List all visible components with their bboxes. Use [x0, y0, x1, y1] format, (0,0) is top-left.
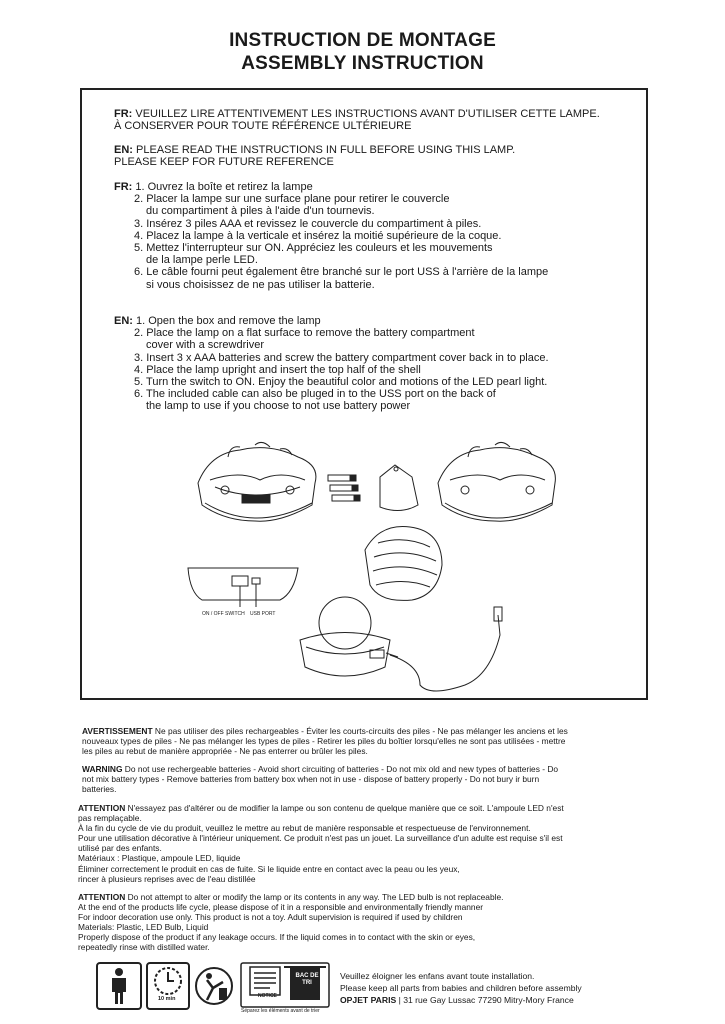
- brand-name: OPJET PARIS: [340, 995, 397, 1005]
- attention-fr: [78, 803, 564, 884]
- footer-line: Veuillez éloigner les enfans avant toute installation.: [340, 971, 535, 981]
- battery-cover-illustration: [380, 465, 418, 511]
- step-line: de la lampe perle LED.: [146, 254, 258, 267]
- intro-fr: [114, 108, 600, 132]
- attention-line: Do not attempt to alter or modify the lamp or its contents in any way. The LED bulb is not replaceable.: [125, 892, 504, 902]
- aaa-batteries-illustration: [328, 475, 360, 501]
- bin-label: BAC DE TRI: [295, 973, 319, 986]
- steps-fr: [114, 181, 548, 291]
- attention-line: rincer à plusieurs reprises avec de l'eau distillée: [78, 873, 256, 884]
- attention-line: utilisé par des enfants.: [78, 843, 162, 854]
- assembly-illustrations: [180, 435, 560, 700]
- step-line: the lamp to use if you choose to not use battery power: [146, 400, 411, 413]
- footer: [340, 970, 582, 1006]
- step-line: 5. Mettez l'interrupteur sur ON. Appréciez les couleurs et les mouvements: [134, 242, 493, 255]
- attention-line: Pour une utilisation décorative à l'intérieur uniquement. Ce produit n'est pas un jouet. La surveillance d'un adulte est requise s'il est: [78, 833, 563, 844]
- title-fr: INSTRUCTION DE MONTAGE: [229, 30, 496, 51]
- step-line: 1. Open the box and remove the lamp: [132, 315, 321, 327]
- attention-line: Matériaux : Plastique, ampoule LED, liquide: [78, 853, 241, 864]
- warning-line: not mix battery types - Remove batteries from battery box when not in use - dispose of battery properly - Do not bury ir burn: [82, 774, 540, 785]
- attention-line: At the end of the products life cycle, please dispose of it in a responsible and environmentally friendly manner: [78, 902, 484, 913]
- step-line: du compartiment à piles à l'aide d'un tournevis.: [146, 205, 375, 218]
- warning-line: nouveaux types de piles - Ne pas mélanger les types de piles - Retirer les piles du boîtier lorsqu'elles ne sont pas utilisées - mettre: [82, 736, 566, 747]
- brand-address: | 31 rue Gay Lussac 77290 Mitry-Mory France: [396, 995, 574, 1005]
- lang-tag: EN:: [114, 315, 133, 327]
- usb-cable-illustration: [386, 607, 502, 691]
- usb-label: USB PORT: [250, 611, 276, 617]
- adult-supervision-icon: [96, 962, 142, 1010]
- shell-top-illustration: [365, 526, 442, 600]
- notice-label: NOTICE: [258, 993, 277, 999]
- warning-line: Ne pas utiliser des piles rechargeables - Éviter les courts-circuits des piles - Ne pas mélanger les anciens et les: [152, 726, 568, 736]
- lang-tag: FR:: [114, 181, 133, 193]
- shell-base-open-illustration: [198, 442, 316, 521]
- step-line: 3. Insert 3 x AAA batteries and screw the battery compartment cover back in to place.: [134, 351, 549, 364]
- steps-en: [114, 315, 549, 413]
- attention-line: Materials: Plastic, LED Bulb, Liquid: [78, 922, 209, 933]
- attention-tag: ATTENTION: [78, 892, 126, 902]
- attention-line: À la fin du cycle de vie du produit, veuillez le mettre au rebut de manière responsable et respectueuse de l'environnement.: [78, 823, 531, 834]
- switch-label: ON / OFF SWITCH: [202, 611, 245, 617]
- step-line: si vous choisissez de ne pas utiliser la batterie.: [146, 278, 375, 291]
- intro-en-line: PLEASE READ THE INSTRUCTIONS IN FULL BEFORE USING THIS LAMP.: [132, 144, 516, 156]
- title-en: ASSEMBLY INSTRUCTION: [241, 53, 484, 74]
- warning-line: batteries.: [82, 784, 117, 795]
- shell-base-closed-illustration: [438, 442, 555, 521]
- attention-line: Properly dispose of the product if any leakage occurs. If the liquid comes in to contact with the skin or eyes,: [78, 932, 476, 943]
- triman-caption: Séparez les éléments avant de trier: [241, 1008, 320, 1014]
- warning-line: Do not use rechergeable batteries - Avoid short circuiting of batteries - Do not mix old and new types of batteries - Do: [122, 764, 559, 774]
- step-line: 6. The included cable can also be pluged in to the USS port on the back of: [134, 388, 496, 401]
- timer-label: 10 min: [158, 996, 176, 1002]
- base-side-view-illustration: [188, 568, 298, 607]
- attention-line: repeatedly rinse with distilled water.: [78, 942, 210, 953]
- lang-tag: EN:: [114, 144, 133, 156]
- attention-line: N'essayez pas d'altérer ou de modifier la lampe ou son contenu de quelque manière que ce soit. L'ampoule LED n'est: [125, 803, 564, 813]
- step-line: cover with a screwdriver: [146, 339, 264, 352]
- step-line: 2. Place the lamp on a flat surface to remove the battery compartment: [134, 327, 475, 340]
- warning-fr: [82, 726, 568, 757]
- warning-line: les piles au rebut de manière appropriée - Ne pas enterrer ou brûler les piles.: [82, 746, 368, 757]
- tidyman-icon: [193, 962, 235, 1010]
- step-line: 3. Insérez 3 piles AAA et revissez le couvercle du compartiment à piles.: [134, 217, 482, 230]
- step-line: 4. Placez la lampe à la verticale et insérez la moitié supérieure de la coque.: [134, 229, 502, 242]
- intro-fr-line: VEUILLEZ LIRE ATTENTIVEMENT LES INSTRUCTIONS AVANT D'UTILISER CETTE LAMPE.: [132, 108, 600, 120]
- step-line: 2. Placer la lampe sur une surface plane pour retirer le couvercle: [134, 193, 450, 206]
- intro-en: [114, 144, 515, 168]
- step-line: 6. Le câble fourni peut également être branché sur le port USS à l'arrière de la lampe: [134, 266, 549, 279]
- intro-en-line: PLEASE KEEP FOR FUTURE REFERENCE: [114, 156, 334, 169]
- step-line: 1. Ouvrez la boîte et retirez la lampe: [132, 181, 313, 193]
- attention-line: For indoor decoration use only. This product is not a toy. Adult supervision is required if used by children: [78, 912, 463, 923]
- lamp-assembled-illustration: [300, 597, 390, 676]
- warning-en: [82, 764, 558, 795]
- lang-tag: FR:: [114, 108, 133, 120]
- attention-line: Éliminer correctement le produit en cas de fuite. Si le liquide entre en contact avec la peau ou les yeux,: [78, 863, 460, 874]
- attention-tag: ATTENTION: [78, 803, 126, 813]
- warning-tag: WARNING: [82, 764, 123, 774]
- step-line: 4. Place the lamp upright and insert the top half of the shell: [134, 363, 421, 376]
- warning-tag: AVERTISSEMENT: [82, 726, 153, 736]
- step-line: 5. Turn the switch to ON. Enjoy the beautiful color and motions of the LED pearl light.: [134, 376, 548, 389]
- attention-en: [78, 892, 503, 953]
- attention-line: pas remplaçable.: [78, 813, 142, 824]
- intro-fr-line: À CONSERVER POUR TOUTE RÉFÉRENCE ULTÉRIEURE: [114, 120, 412, 133]
- timer-icon: [146, 962, 190, 1010]
- footer-line: Please keep all parts from babies and children before assembly: [340, 983, 582, 993]
